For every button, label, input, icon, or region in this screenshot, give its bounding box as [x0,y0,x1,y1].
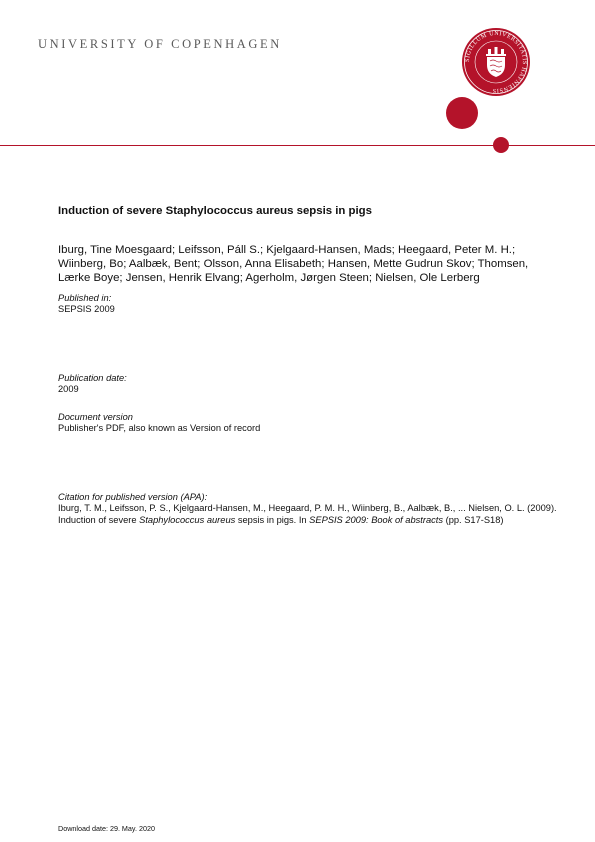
citation-part: sepsis in pigs. In [235,514,310,525]
document-version-section [58,412,558,434]
brand-dot-small [493,137,509,153]
university-name: UNIVERSITY OF COPENHAGEN [38,37,282,51]
download-date: Download date: 29. May. 2020 [58,824,155,833]
citation-label: Citation for published version (APA): [58,492,208,502]
publication-date-value: 2009 [58,384,79,394]
university-seal-icon [461,27,531,97]
seal-text: SIGILLUM UNIVERSITATIS HAFNIENSIS [464,30,528,94]
citation-book-title: SEPSIS 2009: Book of abstracts [309,514,444,525]
publication-date-label: Publication date: [58,373,127,383]
published-in-label: Published in: [58,293,112,303]
publication-date-section [58,373,558,395]
author-list: Iburg, Tine Moesgaard; Leifsson, Páll S.; Kjelgaard-Hansen, Mads; Heegaard, Peter M. H.; Wiinberg, Bo; Aalbæk, Bent; Olsson, Anna Elisabeth; Hansen, Mette Gudrun Skov; Thomsen, Lærke Boye; Jensen, Henrik Elvang; Agerholm, Jørgen Steen; Nielsen, Ole Lerberg [58,244,529,284]
citation-part: Iburg, T. M., Leifsson, P. S., Kjelgaard-Hansen, M., Heegaard, P. M. H., Wiinberg, B., Aalbæk, B., ... Nielsen, O. L. (2009). Induction of severe [58,503,557,525]
document-version-label: Document version [58,412,133,422]
brand-dot-large [446,97,478,129]
document-title: Induction of severe Staphylococcus aureus sepsis in pigs [58,205,372,217]
citation-part: (pp. S17-S18) [443,514,504,525]
document-version-value: Publisher's PDF, also known as Version of record [58,423,261,433]
published-in-value: SEPSIS 2009 [58,304,115,314]
citation-text [58,503,558,526]
published-in-section [58,293,558,315]
citation-species: Staphylococcus aureus [139,514,236,525]
citation-section [58,492,558,526]
